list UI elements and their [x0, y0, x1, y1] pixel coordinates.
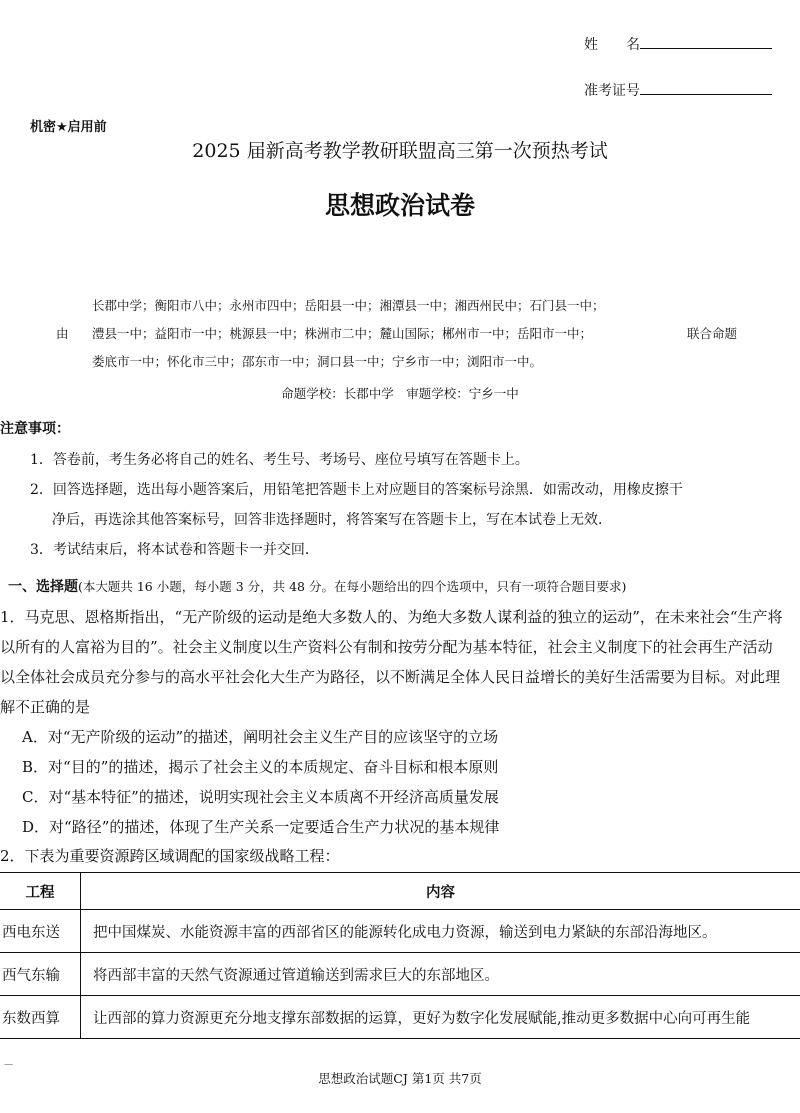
note-item-2: 2．回答选择题，选出每小题答案后，用铅笔把答题卡上对应题目的答案标号涂黑．如需改动，用橡皮擦干	[30, 482, 683, 498]
paper-title: 思想政治试卷	[324, 191, 475, 220]
schools-line-2: 澧县一中；益阳市一中；桃源县一中；株洲市二中；麓山国际；郴州市一中；岳阳市一中；	[92, 326, 593, 341]
q1-stem-line-4: 解不正确的是	[0, 698, 91, 716]
table-row	[0, 953, 800, 996]
section-heading	[8, 576, 626, 596]
content-cell: 将西部丰富的天然气资源通过管道输送到需求巨大的东部地区。	[81, 953, 800, 996]
column-header-content: 内容	[81, 873, 800, 910]
footer-mark: —	[4, 1060, 13, 1070]
section-instruction: (本大题共 16 小题，每小题 3 分，共 48 分。在每小题给出的四个选项中，只有一项符合题目要求)	[78, 579, 627, 594]
projects-table	[0, 872, 800, 1039]
q1-stem-line-2: 以所有的人富裕为目的”。社会主义制度以生产资料公有制和按劳分配为基本特征，社会主义制度下的社会再生产活动	[0, 638, 773, 656]
project-cell: 西电东送	[0, 910, 81, 953]
table-row	[0, 910, 800, 953]
content-cell: 让西部的算力资源更充分地支撑东部数据的运算，更好为数字化发展赋能,推动更多数据中心向可再生能	[81, 996, 800, 1039]
q1-stem-line-1: 1．马克思、恩格斯指出，“无产阶级的运动是绝大多数人的、为绝大多数人谋利益的独立的运动”，在未来社会“生产将	[0, 608, 783, 626]
schools-prefix: 由	[56, 326, 69, 341]
q1-option-a: A．对“无产阶级的运动”的描述，阐明社会主义生产目的应该坚守的立场	[22, 728, 499, 746]
schools-line-3: 娄底市一中；怀化市三中；邵东市一中；洞口县一中；宁乡市一中；浏阳市一中。	[92, 354, 543, 369]
project-cell: 东数西算	[0, 996, 81, 1039]
q1-option-d: D．对“路径”的描述，体现了生产关系一定要适合生产力状况的基本规律	[22, 818, 500, 836]
q2-stem: 2．下表为重要资源跨区域调配的国家级战略工程：	[0, 847, 340, 865]
note-item-2-continued: 净后，再选涂其他答案标号，回答非选择题时，将答案写在答题卡上，写在本试卷上无效．	[52, 512, 612, 528]
name-label: 姓 名	[584, 34, 772, 54]
table-row	[0, 996, 800, 1039]
project-cell: 西气东输	[0, 953, 81, 996]
note-item-1: 1．答卷前，考生务必将自己的姓名、考生号、考场号、座位号填写在答题卡上。	[30, 452, 529, 468]
q1-option-b: B．对“目的”的描述，揭示了社会主义的本质规定、奋斗目标和根本原则	[22, 758, 499, 776]
admission-number-label: 准考证号	[584, 80, 772, 100]
notes-heading: 注意事项：	[0, 421, 70, 437]
confidential-label: 机密★启用前	[30, 120, 107, 135]
note-item-3: 3．考试结束后，将本试卷和答题卡一并交回．	[30, 542, 319, 558]
column-header-project: 工程	[0, 873, 81, 910]
admission-number-blank-line[interactable]	[640, 80, 772, 95]
table-header-row	[0, 873, 800, 910]
content-cell: 把中国煤炭、水能资源丰富的西部省区的能源转化成电力资源，输送到电力紧缺的东部沿海地区。	[81, 910, 800, 953]
q1-stem-line-3: 以全体社会成员充分参与的高水平社会化大生产为路径，以不断满足全体人民日益增长的美好生活需要为目标。对此理	[0, 668, 781, 686]
section-title: 一、选择题	[8, 579, 78, 595]
name-blank-line[interactable]	[640, 34, 772, 49]
exam-title: 2025 届新高考教学教研联盟高三第一次预热考试	[192, 140, 608, 162]
q1-option-c: C．对“基本特征”的描述，说明实现社会主义本质离不开经济高质量发展	[22, 788, 499, 806]
setting-schools: 命题学校：长郡中学 审题学校：宁乡一中	[281, 386, 519, 401]
schools-suffix: 联合命题	[687, 326, 738, 341]
page-footer: 思想政治试题CJ 第1页 共7页	[318, 1071, 482, 1086]
schools-line-1: 长郡中学；衡阳市八中；永州市四中；岳阳县一中；湘潭县一中；湘西州民中；石门县一中；	[92, 298, 605, 313]
